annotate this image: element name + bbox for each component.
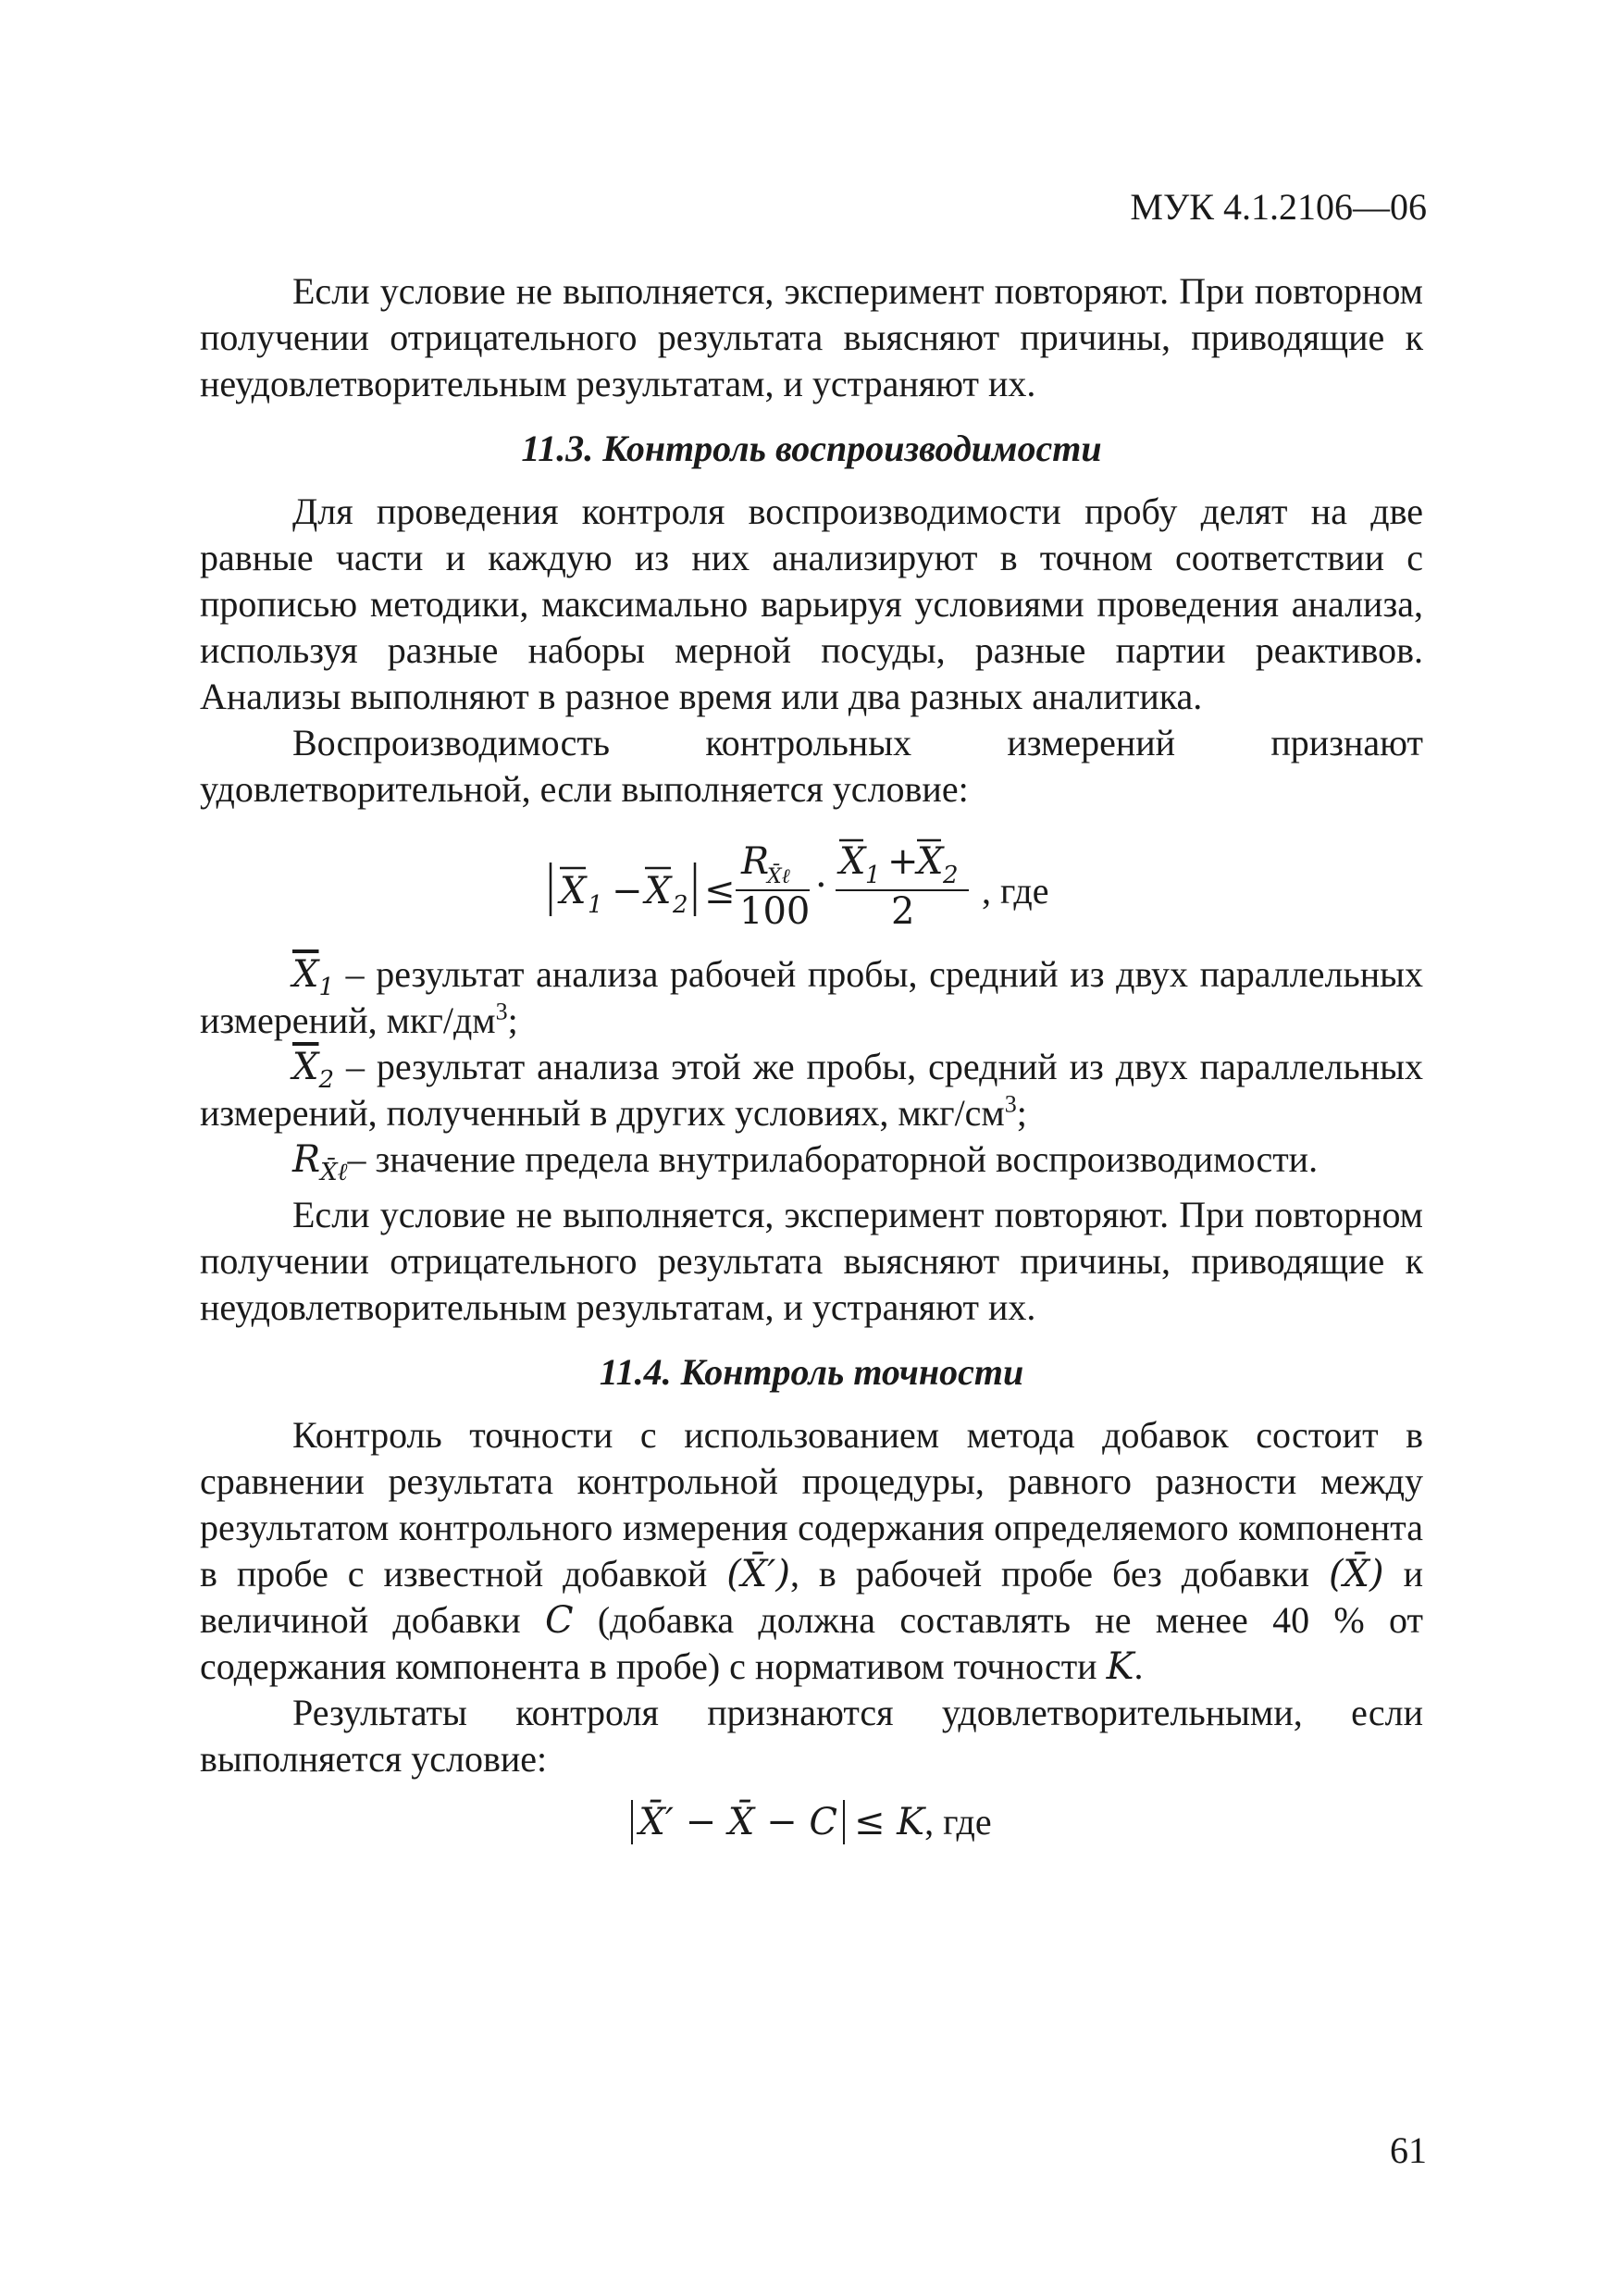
dot-sign: · (815, 864, 827, 907)
accuracy-symbol-x: (X̄) (1328, 1553, 1384, 1595)
accuracy-text-e: . (1134, 1645, 1144, 1687)
page-body (200, 268, 1423, 1866)
definition-r-text: – значение предела внутрилабораторной воспроизводимости. (347, 1138, 1319, 1180)
accuracy-symbol-k: K (1106, 1645, 1134, 1688)
paragraph-reproducibility-procedure: Для проведения контроля воспроизводимости пробу делят на две равные части и каждую из них анализируют в точном соответствии с прописью методики, максимально варьируя условиями проведения анализа, используя разные наборы мерной посуды, разные партии реактивов. Анализы выполняют в разное время или два разных аналитика. (200, 490, 1423, 717)
definition-x1-subscript: 1 (318, 974, 335, 1001)
formula-reproducibility-svg (534, 829, 1089, 931)
definition-r-subscript: X̄ℓ (320, 1159, 348, 1186)
definition-x2-end: ; (1016, 1092, 1027, 1134)
definition-x2-sup: 3 (1004, 1090, 1017, 1118)
accuracy-text-d: (добавка должна составлять не менее 40 % от содержания компонента в пробе) с нормативом точности (200, 1599, 1423, 1687)
definition-x2-text: – результат анализа этой же пробы, средний из двух параллельных измерений, полученный в других условиях, мкг/см (200, 1046, 1423, 1134)
definition-r (200, 1136, 1423, 1186)
definition-x1-symbol: $\overline{X}$ (292, 953, 319, 996)
formula-x2: X (645, 870, 672, 912)
formula-accuracy (200, 1799, 1423, 1845)
formula-x1: X (560, 870, 587, 912)
formula-r: R (741, 840, 770, 883)
section-heading-accuracy: 11.4. Контроль точности (599, 1351, 1024, 1393)
accuracy-text-b: , в рабочей пробе без добавки (789, 1553, 1329, 1595)
formula-accuracy-tail: , где (924, 1801, 992, 1843)
accuracy-symbol-xprime: (X̄′) (726, 1553, 790, 1595)
formula-denominator-2: 2 (891, 890, 915, 931)
formula-x2-sub: 2 (673, 891, 688, 919)
paragraph-accuracy-condition: Результаты контроля признаются удовлетворительными, если выполняется условие: (200, 1692, 1423, 1780)
paragraph-reproducibility-condition: Воспроизводимость контрольных измерений признают удовлетворительной, если выполняется условие: (200, 722, 1423, 810)
section-heading-reproducibility: 11.3. Контроль воспроизводимости (521, 428, 1102, 469)
definition-x2-subscript: 2 (318, 1066, 335, 1094)
plus-sign: + (887, 840, 919, 883)
formula-denominator-100: 100 (739, 890, 811, 931)
formula-tail-where: , где (982, 870, 1049, 912)
formula-accuracy-abs (631, 1800, 845, 1844)
definition-x2 (200, 1044, 1423, 1136)
definition-x1-end: ; (507, 999, 518, 1041)
accuracy-symbol-c: C (544, 1599, 574, 1642)
formula-num-x1: X (839, 840, 866, 883)
paragraph-accuracy-procedure (200, 1412, 1423, 1690)
formula-accuracy-rel: ≤ K (853, 1801, 925, 1843)
minus-sign: − (612, 870, 643, 912)
formula-r-sub: X̄ℓ (767, 865, 790, 888)
accuracy-text-c: и величиной добавки (200, 1553, 1423, 1641)
document-code-header: МУК 4.1.2106—06 (1130, 186, 1427, 228)
definition-x1-text: – результат анализа рабочей пробы, средний из двух параллельных измерений, мкг/дм (200, 953, 1423, 1041)
definition-r-symbol: R (292, 1138, 321, 1181)
definition-x1 (200, 951, 1423, 1044)
definition-x2-symbol: $\overline{X}$ (292, 1046, 319, 1088)
formula-x1-sub: 1 (588, 891, 603, 919)
accuracy-text-a: Контроль точности с использованием метода добавок состоит в сравнении результата контрольной процедуры, равного разности между результатом контрольного измерения содержания определяемого компонента в пробе с известной добавкой (200, 1414, 1423, 1595)
paragraph-repeat-condition-2: Если условие не выполняется, эксперимент повторяют. При повторном получении отрицательного результата выясняют причины, приводящие к неудовлетворительным результатам, и устраняют их. (200, 1194, 1423, 1328)
formula-num-x2-sub: 2 (943, 862, 959, 889)
formula-accuracy-lhs: X̄′ − X̄ − C (638, 1801, 837, 1843)
definition-x1-sup: 3 (495, 998, 508, 1025)
formula-num-x2: X (917, 840, 944, 883)
paragraph-repeat-condition: Если условие не выполняется, эксперимент повторяют. При повторном получении отрицательного результата выясняют причины, приводящие к неудовлетворительным результатам, и устраняют их. (200, 270, 1423, 404)
formula-num-x1-sub: 1 (865, 862, 881, 889)
page-number: 61 (1390, 2129, 1427, 2171)
le-sign: ≤ (704, 870, 736, 912)
formula-reproducibility (200, 829, 1423, 931)
